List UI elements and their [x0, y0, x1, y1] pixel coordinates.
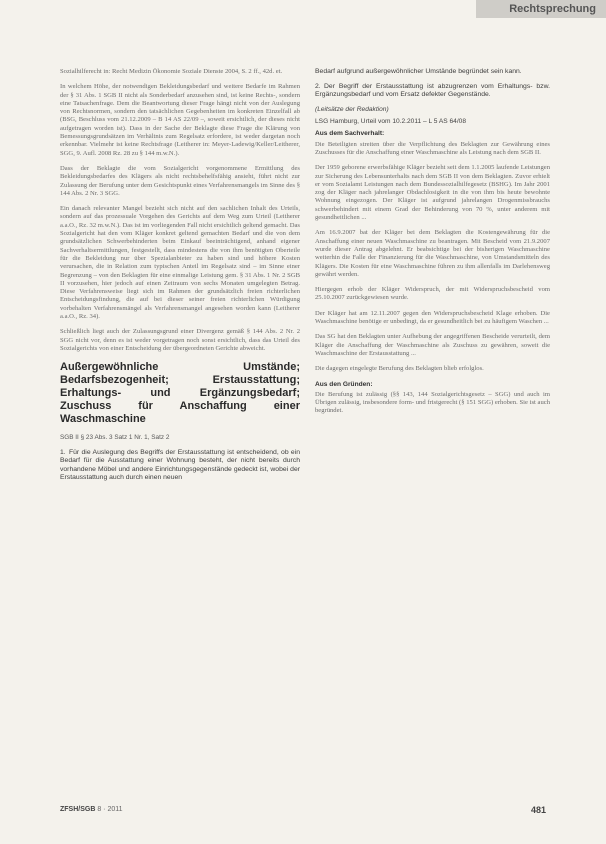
page-footer: [60, 806, 546, 818]
paragraph: Sozialhilferecht in: Recht Medizin Ökonomie Soziale Dienste 2004, S. 2 ff., 42d. et.: [60, 68, 283, 75]
paragraph: Der Kläger hat am 12.11.2007 gegen den Widerspruchsbescheid Klage erhoben. Die Waschmaschine benötige er unbedingt, da er gesundheitlich bei zu häufigem Waschen ...: [315, 309, 550, 326]
journal-name: ZFSH/SGB: [60, 806, 96, 813]
leitsatz-1: 1. Für die Auslegung des Begriffs der Erstausstattung ist entscheidend, ob ein Bedarf für die Ausstattung einer Wohnung besteht, der nicht bereits durch vorhandene Möbel und andere Einrichtungsgegenstände gedeckt ist, wobei der Erstausstattung auch durch einen neuen: [60, 448, 300, 482]
paragraph: Die Beteiligten streiten über die Verpflichtung des Beklagten zur Gewährung eines Zuschusses für die Anschaffung einer Waschmaschine als Leistung nach dem SGB II.: [315, 140, 550, 156]
paragraph: Schließlich liegt auch der Zulassungsgrund einer Divergenz gemäß § 144 Abs. 2 Nr. 2 SGG nicht vor, denn es ist weder vorgetragen noch sonst ersichtlich, dass das Urteil des Sozialgerichts von einer Entscheidung der übergeordneten Gerichte abweicht.: [60, 328, 300, 352]
right-column: [315, 68, 550, 423]
decision-heading: Außergewöhnliche Umstände; Bedarfsbezogenheit; Erstausstattung; Erhaltungs- und Ergänzungsbedarf; Zuschuss für Anschaffung einer Waschmaschine: [60, 361, 300, 426]
journal-issue: 8 · 2011: [97, 806, 123, 813]
leitsatz-note: (Leitsätze der Redaktion): [315, 105, 389, 113]
leitsatz-text: Der Begriff der Erstausstattung ist abzugrenzen vom Erhaltungs- bzw. Ergänzungsbedarf und vom Ersatz defekter Gegenstände.: [315, 82, 550, 99]
paragraph: Dass der Beklagte die vom Sozialgericht vorgenommene Ermittlung des Bekleidungsbedarfes des Klägers als nicht rechtsbehelfsfähig ansieht, führt nicht zur Zulassung der Berufung unter dem Gesichtspunkt eines Verfahrensmangels im Sinne des § 144 Abs. 2 Nr. 3 SGG.: [60, 164, 300, 197]
paragraph: Die Berufung ist zulässig (§§ 143, 144 Sozialgerichtsgesetz – SGG) und auch im Übrigen zulässig, insbesondere form- und fristgerecht (§ 151 SGG) erhoben. Sie ist auch begründet.: [315, 390, 550, 415]
leitsatz-1-continued: Bedarf aufgrund außergewöhnlicher Umstände begründet sein kann.: [315, 68, 522, 75]
journal-info: [60, 806, 123, 813]
page-number: 481: [530, 805, 546, 815]
left-column: [60, 68, 300, 489]
facts-heading: Aus dem Sachverhalt:: [315, 130, 385, 138]
paragraph: In welchem Höhe, der notwendigen Bekleidungsbedarf und weitere Bedarfe im Rahmen der § 31 Abs. 1 SGB II nicht als Sonderbedarf anzusehen sind, ist keine Rechts-, sondern eine Tatsachenfrage. Dem die Beantwortung dieser Frage hängt nicht von der Auslegung von Rechtsnormen, sondern den tatsächlichen Gegebenheiten im konkreten Einzelfall ab (BSG, Beschluss vom 21.12.2009 – B 14 AS 22/09 –, soweit ersichtlich, der dieses nicht aufgetragen worden ist). Dass in der Sache der Beklagte diese Frage die Klärung von Bemessungsgrundsätzen im Verhältnis zum Regelsatz erfordere, ist weder dargetan noch erkennbar. Vielmehr ist keine Rechtsfrage (Leitherer in: Meyer-Ladewig/Keller/Leitherer, SGG, 9. Aufl. 2008 Rz. 28 zu § 144 m.w.N.).: [60, 83, 300, 157]
paragraph: Am 16.9.2007 bat der Kläger bei dem Beklagten die Kostengewährung für die Anschaffung einer neuen Waschmaschine zu beantragen. Mit Bescheid vom 21.9.2007 wurde dieser Antrag abgelehnt. Er beabsichtige bei der bisherigen Waschmaschine weiterhin die Falle der Finanzierung für die Waschmaschine, von Umstandsmitteln des Klägers. Die Kosten für eine Waschmaschine führen zu ihm allenfalls im Darlehensweg gewährt werden.: [315, 229, 550, 278]
section-title: Rechtsprechung: [509, 3, 596, 15]
paragraph: Ein danach relevanter Mangel bezieht sich nicht auf den sachlichen Inhalt des Urteils, sondern auf das prozessuale Vorgehen des Gerichts auf dem Weg zum Urteil (Leitherer a.a.O., Rz. 32 m.w.N.). Das ist im vorliegenden Fall nicht ersichtlich geltend gemacht. Das Sozialgericht hat den vom Kläger konkret geltend gemachten Bedarf und die von dem grundsätzlichen Schwerbehinderten beim Einkauf beeinträchtigend, anhand eigener Sachverhaltsermittlungen, festgestellt, dass mindestens die von ihm benötigten Oberteile für die Bekleidung nur über Spezialanbieter zu haben sind und höhere Kosten verursachen, die in Relation zum typischen Anteil im Regelsatz sind – im Sinne einer Begrenzung – von den Beklagten für eine einmalige Leistung gem. § 31 Abs. 1 Nr. 2 SGB II vorzusehen, hier jedoch auf einen Zeitraum von sechs Monaten umgelegten Betrag. Diese Verfahrensweise liegt sich im Rahmen der grundsätzlich freien richterlichen Entscheidungsfindung, die auf bei dieser seiner freien richterlichen Würdigung vorbehalten Verfahrensmängel als Verfahrensmangel angesehen worden kann (Leitherer a.a.O., Rz. 34).: [60, 205, 300, 321]
paragraph: Die dagegen eingelegte Berufung des Beklagten blieb erfolglos.: [315, 365, 484, 373]
norm-reference: SGB II § 23 Abs. 3 Satz 1 Nr. 1, Satz 2: [60, 434, 170, 442]
page-header: [0, 0, 606, 60]
paragraph: Hiergegen erhob der Kläger Widerspruch, der mit Widerspruchsbescheid vom 25.10.2007 zurückgewiesen wurde.: [315, 286, 550, 302]
leitsatz-text: Für die Auslegung des Begriffs der Erstausstattung ist entscheidend, ob ein Bedarf für die Ausstattung einer Wohnung besteht, der nicht bereits durch vorhandene Möbel und andere Einrichtungsgegenstände gedeckt ist, wobei der Erstausstattung auch durch einen neuen: [60, 448, 300, 482]
paragraph: Das SG hat den Beklagten unter Aufhebung der angegriffenen Bescheide verurteilt, dem Kläger die Anschaffung der Waschmaschine als Zuschuss zu gewähren, soweit die Waschmaschine der Erstausstattung ...: [315, 333, 550, 357]
paragraph: Der 1959 geborene erwerbsfähige Kläger bezieht seit dem 1.1.2005 laufende Leistungen zur Sicherung des Lebensunterhalts nach dem SGB II von dem Beklagten. Zuvor erhielt er vom Sozialamt Leistungen nach dem Bundessozialhilfegesetz (BSHG). Im Jahr 2001 zog der Kläger nach jahrelanger Obdachlosigkeit in die von ihm bis heute bewohnte Wohnung eingezogen. Der Kläger ist aufgrund jahrelangen Drogenmissbrauchs schwerbehindert mit einem Grad der Behinderung von 70 %, unter anderem mit gesundheitlichen ...: [315, 164, 550, 222]
leitsatz-2: 2. Der Begriff der Erstausstattung ist abzugrenzen vom Erhaltungs- bzw. Ergänzungsbedarf und vom Ersatz defekter Gegenstände.: [315, 82, 550, 99]
reasons-heading: Aus den Gründen:: [315, 380, 373, 388]
case-citation: LSG Hamburg, Urteil vom 10.2.2011 – L 5 AS 64/08: [315, 118, 467, 126]
